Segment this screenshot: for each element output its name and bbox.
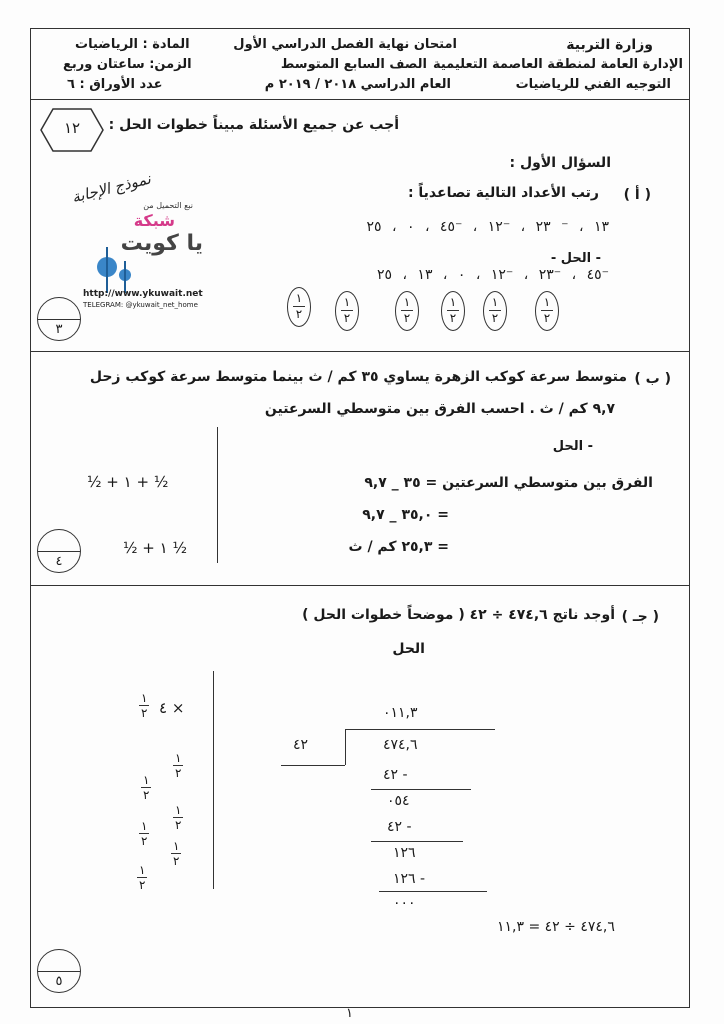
ministry-title: وزارة التربية	[566, 37, 653, 53]
marks-column-divider	[217, 427, 218, 563]
part-c-label: ( جـ )	[621, 609, 659, 625]
instructions: أجب عن جميع الأسئلة مبيناً خطوات الحل :	[108, 117, 399, 133]
half-mark: ١ ٢	[175, 751, 182, 780]
section-divider	[31, 351, 689, 352]
part-b-step1: الفرق بين متوسطي السرعتين = ٣٥ _ ٩,٧	[364, 475, 653, 491]
part-a-solution-label: - الحل -	[550, 251, 601, 266]
half-mark: ١ ٢	[483, 291, 507, 331]
half-mark: ١ ٢	[287, 287, 311, 327]
part-a-mark-circle: ٣	[37, 297, 81, 341]
division-step: ٤٢ -	[387, 819, 412, 835]
time-label: الزمن: ساعتان وربع	[63, 57, 192, 72]
half-mark: ١ ٢	[173, 839, 180, 868]
department-title: التوجيه الفني للرياضيات	[515, 77, 671, 92]
division-dividend: ٤٧٤,٦	[383, 737, 418, 753]
q1-title: السؤال الأول :	[509, 155, 611, 171]
half-mark: ١ ٢	[535, 291, 559, 331]
part-a-prompt: رتب الأعداد التالية تصاعدياً :	[407, 185, 599, 201]
logo-url: http://www.ykuwait.net	[83, 289, 203, 299]
half-mark: ١ ٢	[141, 819, 148, 848]
header-divider	[31, 99, 689, 100]
division-step: ١٢٦ -	[393, 871, 426, 887]
divisor-underline	[281, 765, 345, 766]
division-step-line	[379, 891, 487, 892]
part-b-marks-line2: ½ + ١ ½	[123, 539, 188, 557]
half-mark: ١ ٢	[335, 291, 359, 331]
part-a-label: ( أ )	[623, 187, 651, 203]
part-c-solution-label: الحل	[392, 641, 425, 657]
year-title: العام الدراسي ٢٠١٨ / ٢٠١٩ م	[264, 77, 451, 92]
part-c-result: ٤٧٤,٦ ÷ ٤٢ = ١١,٣	[497, 919, 615, 935]
division-bar	[345, 729, 495, 730]
exam-title: امتحان نهاية الفصل الدراسي الأول	[233, 37, 457, 52]
part-b-marks-line1: ½ + ١ + ½	[87, 473, 169, 491]
half-mark: ١ ٢	[175, 803, 182, 832]
subject-label: المادة : الرياضيات	[75, 37, 190, 52]
half-mark: ١ ٢	[141, 691, 148, 720]
part-b-mark-circle: ٤	[37, 529, 81, 573]
part-c-mark-circle: ٥	[37, 949, 81, 993]
times-four-mark: × ٤	[159, 699, 185, 717]
page-number: ١	[346, 1006, 353, 1021]
section-divider	[31, 585, 689, 586]
sheets-label: عدد الأوراق : ٦	[67, 77, 163, 92]
division-step: ١٢٦	[393, 845, 416, 861]
towers-icon	[87, 245, 137, 295]
division-step-line	[371, 841, 463, 842]
division-bracket	[345, 729, 346, 765]
half-mark: ١ ٢	[441, 291, 465, 331]
division-quotient: ٠١١,٣	[383, 705, 418, 721]
logo-telegram: TELEGRAM: @ykuwait_net_home	[83, 301, 198, 309]
division-step: ٠٠٠	[393, 895, 416, 911]
part-a-answer: ⁻٤٥ ، ⁻٢٣ ، ⁻١٢ ، ٠ ، ١٣ ، ٢٥	[376, 267, 609, 283]
part-b-solution-label: - الحل	[552, 439, 593, 454]
total-mark: ١٢	[63, 119, 81, 137]
part-b-label: ( ب )	[634, 371, 671, 387]
part-a-numbers: ١٣ ، ⁻ ٢٣ ، ⁻١٢ ، ⁻٤٥ ، ٠ ، ٢٥	[366, 219, 609, 235]
division-step-line	[371, 789, 471, 790]
marks-column-divider	[213, 671, 214, 889]
half-mark: ١ ٢	[143, 773, 150, 802]
region-title: الإدارة العامة لمنطقة العاصمة التعليمية	[432, 57, 683, 72]
half-mark: ١ ٢	[395, 291, 419, 331]
division-step: ٠٥٤	[387, 793, 410, 809]
division-divisor: ٤٢	[293, 737, 309, 753]
grade-title: الصف السابع المتوسط	[280, 57, 427, 72]
part-b-line1: متوسط سرعة كوكب الزهرة يساوي ٣٥ كم / ث بينما متوسط سرعة كوكب زحل	[89, 369, 627, 385]
part-b-step2: = ٣٥,٠ _ ٩,٧	[362, 507, 449, 523]
part-c-prompt: أوجد ناتج ٤٧٤,٦ ÷ ٤٢ ( موضحاً خطوات الحل )	[302, 607, 615, 623]
division-step: ٤٢ -	[383, 767, 408, 783]
half-mark: ١ ٢	[139, 863, 146, 892]
page-frame	[30, 28, 690, 1008]
model-answer-note: نموذج الإجابة	[70, 169, 153, 207]
site-logo: نبع التحميل من شبكة يا كويت http://www.ykuwait.net TELEGRAM: @ykuwait_net_home	[83, 201, 203, 309]
part-b-line2: ٩,٧ كم / ث . احسب الفرق بين متوسطي السرعتين	[264, 401, 615, 417]
part-b-step3: = ٢٥,٣ كم / ث	[348, 539, 449, 555]
